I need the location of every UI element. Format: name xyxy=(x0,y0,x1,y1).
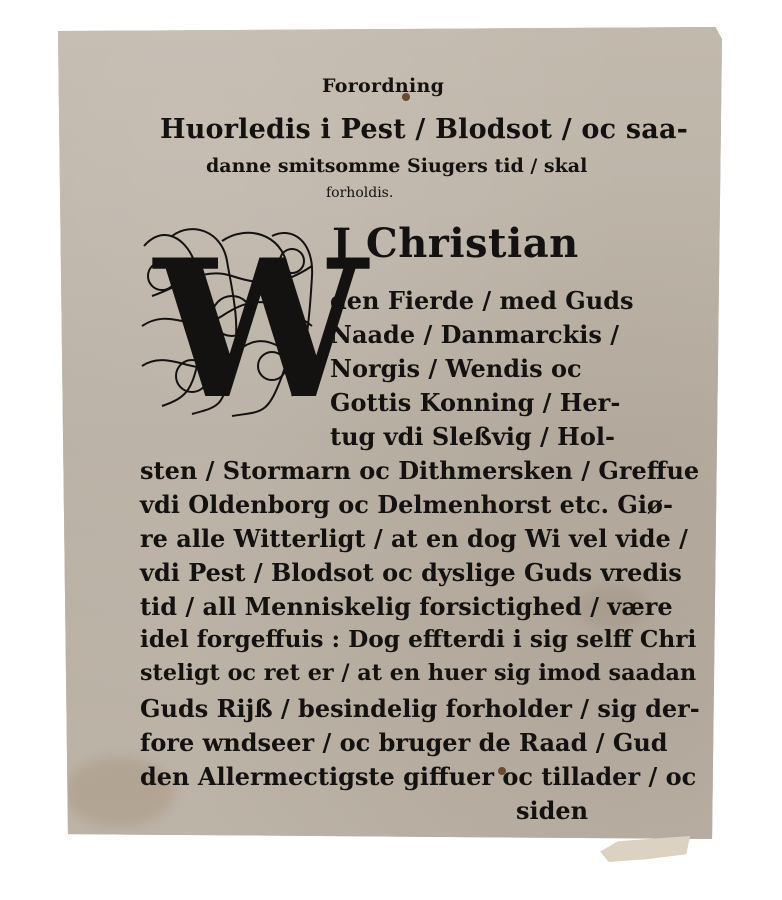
body-line: Norgis / Wendis oc xyxy=(330,354,582,383)
body-line: J Christian xyxy=(332,220,579,267)
body-line: Naade / Danmarckis / xyxy=(330,320,619,349)
body-line: vdi Pest / Blodsot oc dyslige Guds vredis xyxy=(140,558,682,587)
document-title-line-3: forholdis. xyxy=(326,185,394,201)
document-title-line-2: danne smitsomme Siugers tid / skal xyxy=(206,155,588,177)
body-line: den Fierde / med Guds xyxy=(330,286,634,315)
body-line: re alle Witterligt / at en dog Wi vel vide / xyxy=(140,524,688,553)
body-line: Gottis Konning / Her- xyxy=(330,388,621,417)
body-line: den Allermectigste giffuer oc tillader / oc xyxy=(140,762,697,791)
body-line: Guds Rijß / besindelig forholder / sig der- xyxy=(140,694,700,723)
body-line: siden xyxy=(516,796,589,825)
body-line: fore wndseer / oc bruger de Raad / Gud xyxy=(140,728,668,757)
decorative-initial-w xyxy=(132,216,368,441)
document-title-line-1: Huorledis i Pest / Blodsot / oc saa- xyxy=(160,114,689,145)
body-line: vdi Oldenborg oc Delmenhorst etc. Giø- xyxy=(140,490,673,519)
body-line: tid / all Menniskelig forsictighed / være xyxy=(140,592,673,621)
document-heading: Forordning xyxy=(322,75,445,97)
body-line: steligt oc ret er / at en huer sig imod saadan xyxy=(140,660,697,686)
body-line: sten / Stormarn oc Dithmersken / Greffue xyxy=(140,456,700,485)
body-line: idel forgeffuis : Dog effterdi i sig selff Chri xyxy=(140,626,697,653)
body-line: tug vdi Sleßvig / Hol- xyxy=(330,422,615,451)
torn-paper-corner xyxy=(600,836,690,862)
initial-letter: W xyxy=(154,218,368,441)
